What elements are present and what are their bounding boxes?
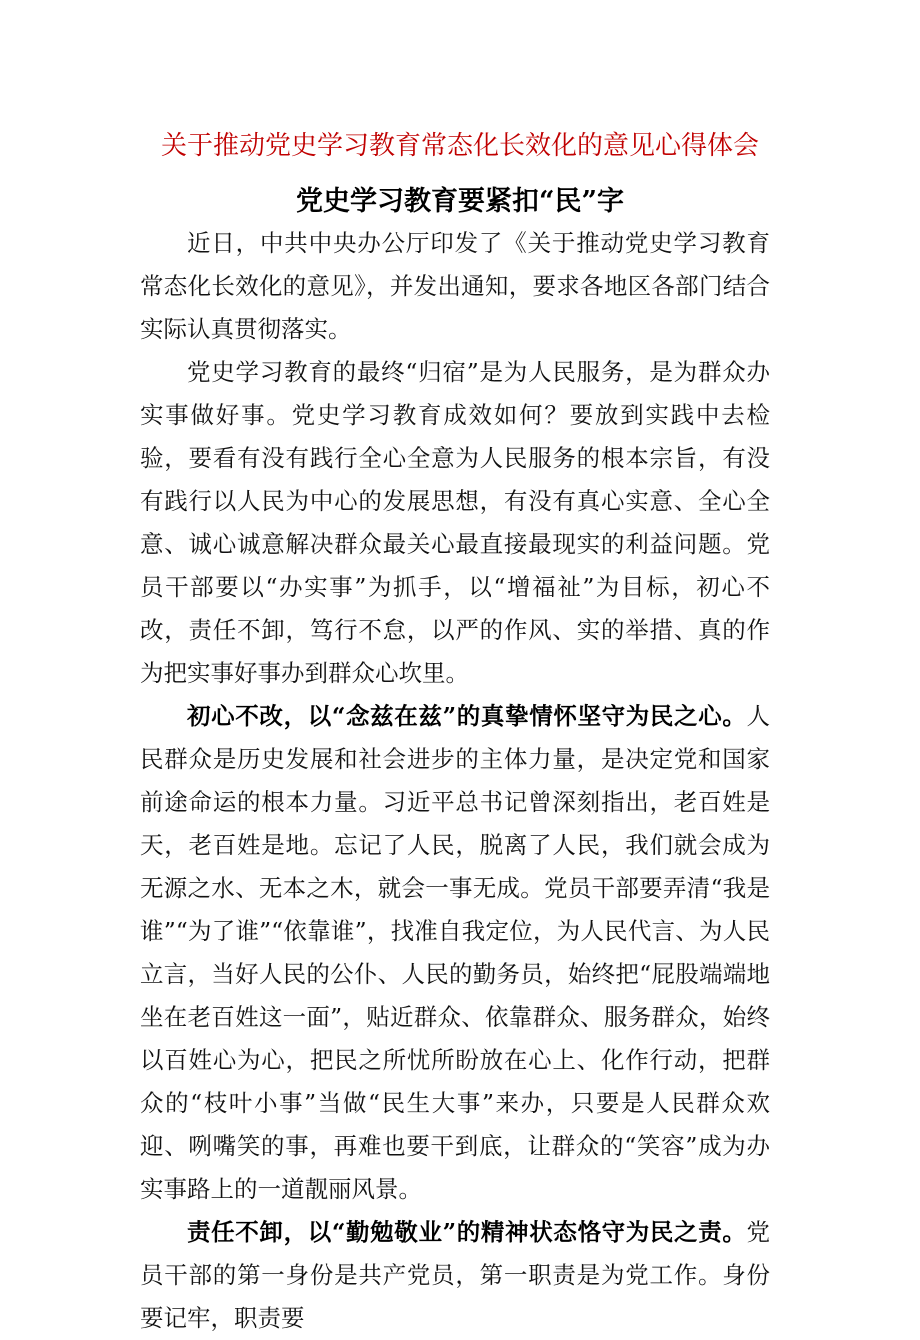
paragraph-2-text: 党史学习教育的最终“归宿”是为人民服务，是为群众办实事做好事。党史学习教育成效如何？要放到实践中去检验，要看有没有践行全心全意为人民服务的根本宗旨，有没有践行以人民为中心的发展思想，有没有真心实意、全心全意、诚心诚意解决群众最关心最直接最现实的利益问题。党员干部要以“办实事”为抓手，以“增福祉”为目标，初心不改，责任不卸，笃行不怠，以严的作风、实的举措、真的作为把实事好事办到群众心坎里。 (140, 358, 770, 687)
document-subtitle: 党史学习教育要紧扣“民”字 (295, 186, 625, 217)
paragraph-4-lead: 责任不卸，以“勤勉敬业”的精神状态恪守为民之责。 (187, 1218, 747, 1246)
paragraph-1 (140, 222, 770, 351)
paragraph-4-text: 党员干部的第一身份是共产党员，第一职责是为党工作。身份要记牢，职责要 (140, 1218, 770, 1332)
paragraph-3-text: 人民群众是历史发展和社会进步的主体力量，是决定党和国家前途命运的根本力量。习近平总书记曾深刻指出，老百姓是天，老百姓是地。忘记了人民，脱离了人民，我们就会成为无源之水、无本之木，就会一事无成。党员干部要弄清“我是谁”“为了谁”“依靠谁”，找准自我定位，为人民代言、为人民立言，当好人民的公仆、人民的勤务员，始终把“屁股端端地坐在老百姓这一面”，贴近群众、依靠群众、服务群众，始终以百姓心为心，把民之所忧所盼放在心上、化作行动，把群众的“枝叶小事”当做“民生大事”来办，只要是人民群众欢迎、咧嘴笑的事，再难也要干到底，让群众的“笑容”成为办实事路上的一道靓丽风景。 (140, 702, 770, 1203)
paragraph-3 (140, 695, 770, 1211)
paragraph-1-text: 近日，中共中央办公厅印发了《关于推动党史学习教育常态化长效化的意见》，并发出通知，要求各地区各部门结合实际认真贯彻落实。 (140, 229, 770, 343)
paragraph-3-lead: 初心不改，以“念兹在兹”的真挚情怀坚守为民之心。 (187, 702, 747, 730)
paragraph-2 (140, 351, 770, 695)
paragraph-4 (140, 1211, 770, 1340)
document-title: 关于推动党史学习教育常态化长效化的意见心得体会 (160, 131, 759, 161)
document-body (140, 218, 770, 1340)
